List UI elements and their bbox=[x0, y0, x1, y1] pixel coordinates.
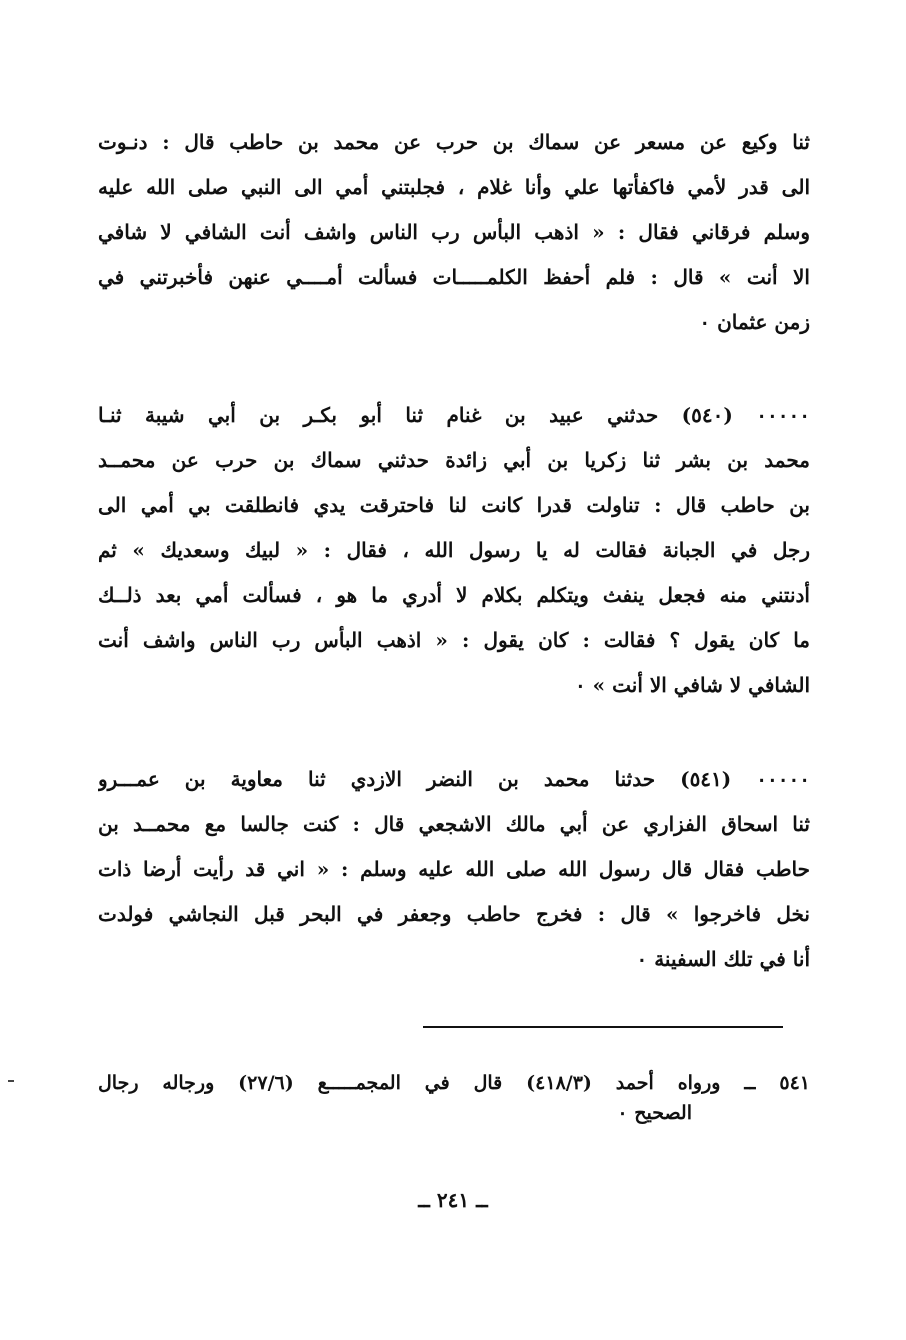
text-line: الى قدر لأمي فاكفأتها علي وأنا غلام ، فجلبتني أمي الى النبي صلى الله عليه bbox=[98, 175, 810, 199]
text-line: ثنا وكيع عن مسعر عن سماك بن حرب عن محمد بن حاطب قال : دنـوت bbox=[98, 130, 810, 154]
hadith-paragraph-1 bbox=[98, 120, 810, 345]
text-line: الشافي لا شافي الا أنت » ٠ bbox=[574, 673, 810, 697]
text-line: أنا في تلك السفينة ٠ bbox=[636, 947, 810, 971]
text-line: أدنتني منه فجعل ينفث ويتكلم بكلام لا أدري ما هو ، فسألت أمي بعد ذلــك bbox=[98, 583, 810, 607]
hadith-paragraph-540 bbox=[98, 393, 810, 708]
text-line: ثنا اسحاق الفزاري عن أبي مالك الاشجعي قال : كنت جالسا مع محمــد بن bbox=[98, 812, 810, 836]
text-line: زمن عثمان ٠ bbox=[699, 310, 810, 334]
text-line: ٠٠٠٠٠ (٥٤٠) حدثني عبيد بن غنام ثنا أبو بكـر بن أبي شيبة ثنـا bbox=[98, 403, 810, 427]
text-line: محمد بن بشر ثنا زكريا بن أبي زائدة حدثني سماك بن حرب عن محمــد bbox=[98, 448, 810, 472]
text-line: وسلم فرقاني فقال : « اذهب البأس رب الناس واشف أنت الشافي لا شافي bbox=[98, 220, 810, 244]
text-line: حاطب فقال قال رسول الله صلى الله عليه وسلم : « اني قد رأيت أرضا ذات bbox=[98, 857, 810, 881]
footnote bbox=[98, 1068, 810, 1128]
text-line: ما كان يقول ؟ فقالت : كان يقول : « اذهب البأس رب الناس واشف أنت bbox=[98, 628, 810, 652]
page-number: ــ ٢٤١ ــ bbox=[418, 1188, 488, 1212]
margin-mark bbox=[8, 1080, 14, 1082]
text-line: رجل في الجبانة فقالت له يا رسول الله ، فقال : « لبيك وسعديك » ثم bbox=[98, 538, 810, 562]
hadith-paragraph-541 bbox=[98, 757, 810, 982]
text-line: بن حاطب قال : تناولت قدرا كانت لنا فاحترقت يدي فانطلقت بي أمي الى bbox=[98, 493, 810, 517]
text-line: الا أنت » قال : فلم أحفظ الكلمـــــات فسألت أمــــي عنهن فأخبرتني في bbox=[98, 265, 810, 289]
footnote-divider bbox=[423, 1026, 783, 1028]
footnote-line: ٥٤١ ــ ورواه أحمد (٤١٨/٣) قال في المجمـــــع (٢٧/٦) ورجاله رجال bbox=[98, 1072, 810, 1094]
text-line: نخل فاخرجوا » قال : فخرج حاطب وجعفر في البحر قبل النجاشي فولدت bbox=[98, 902, 810, 926]
text-line: ٠٠٠٠٠ (٥٤١) حدثنا محمد بن النضر الازدي ثنا معاوية بن عمـــرو bbox=[98, 767, 810, 791]
footnote-line: الصحيح ٠ bbox=[617, 1102, 692, 1124]
